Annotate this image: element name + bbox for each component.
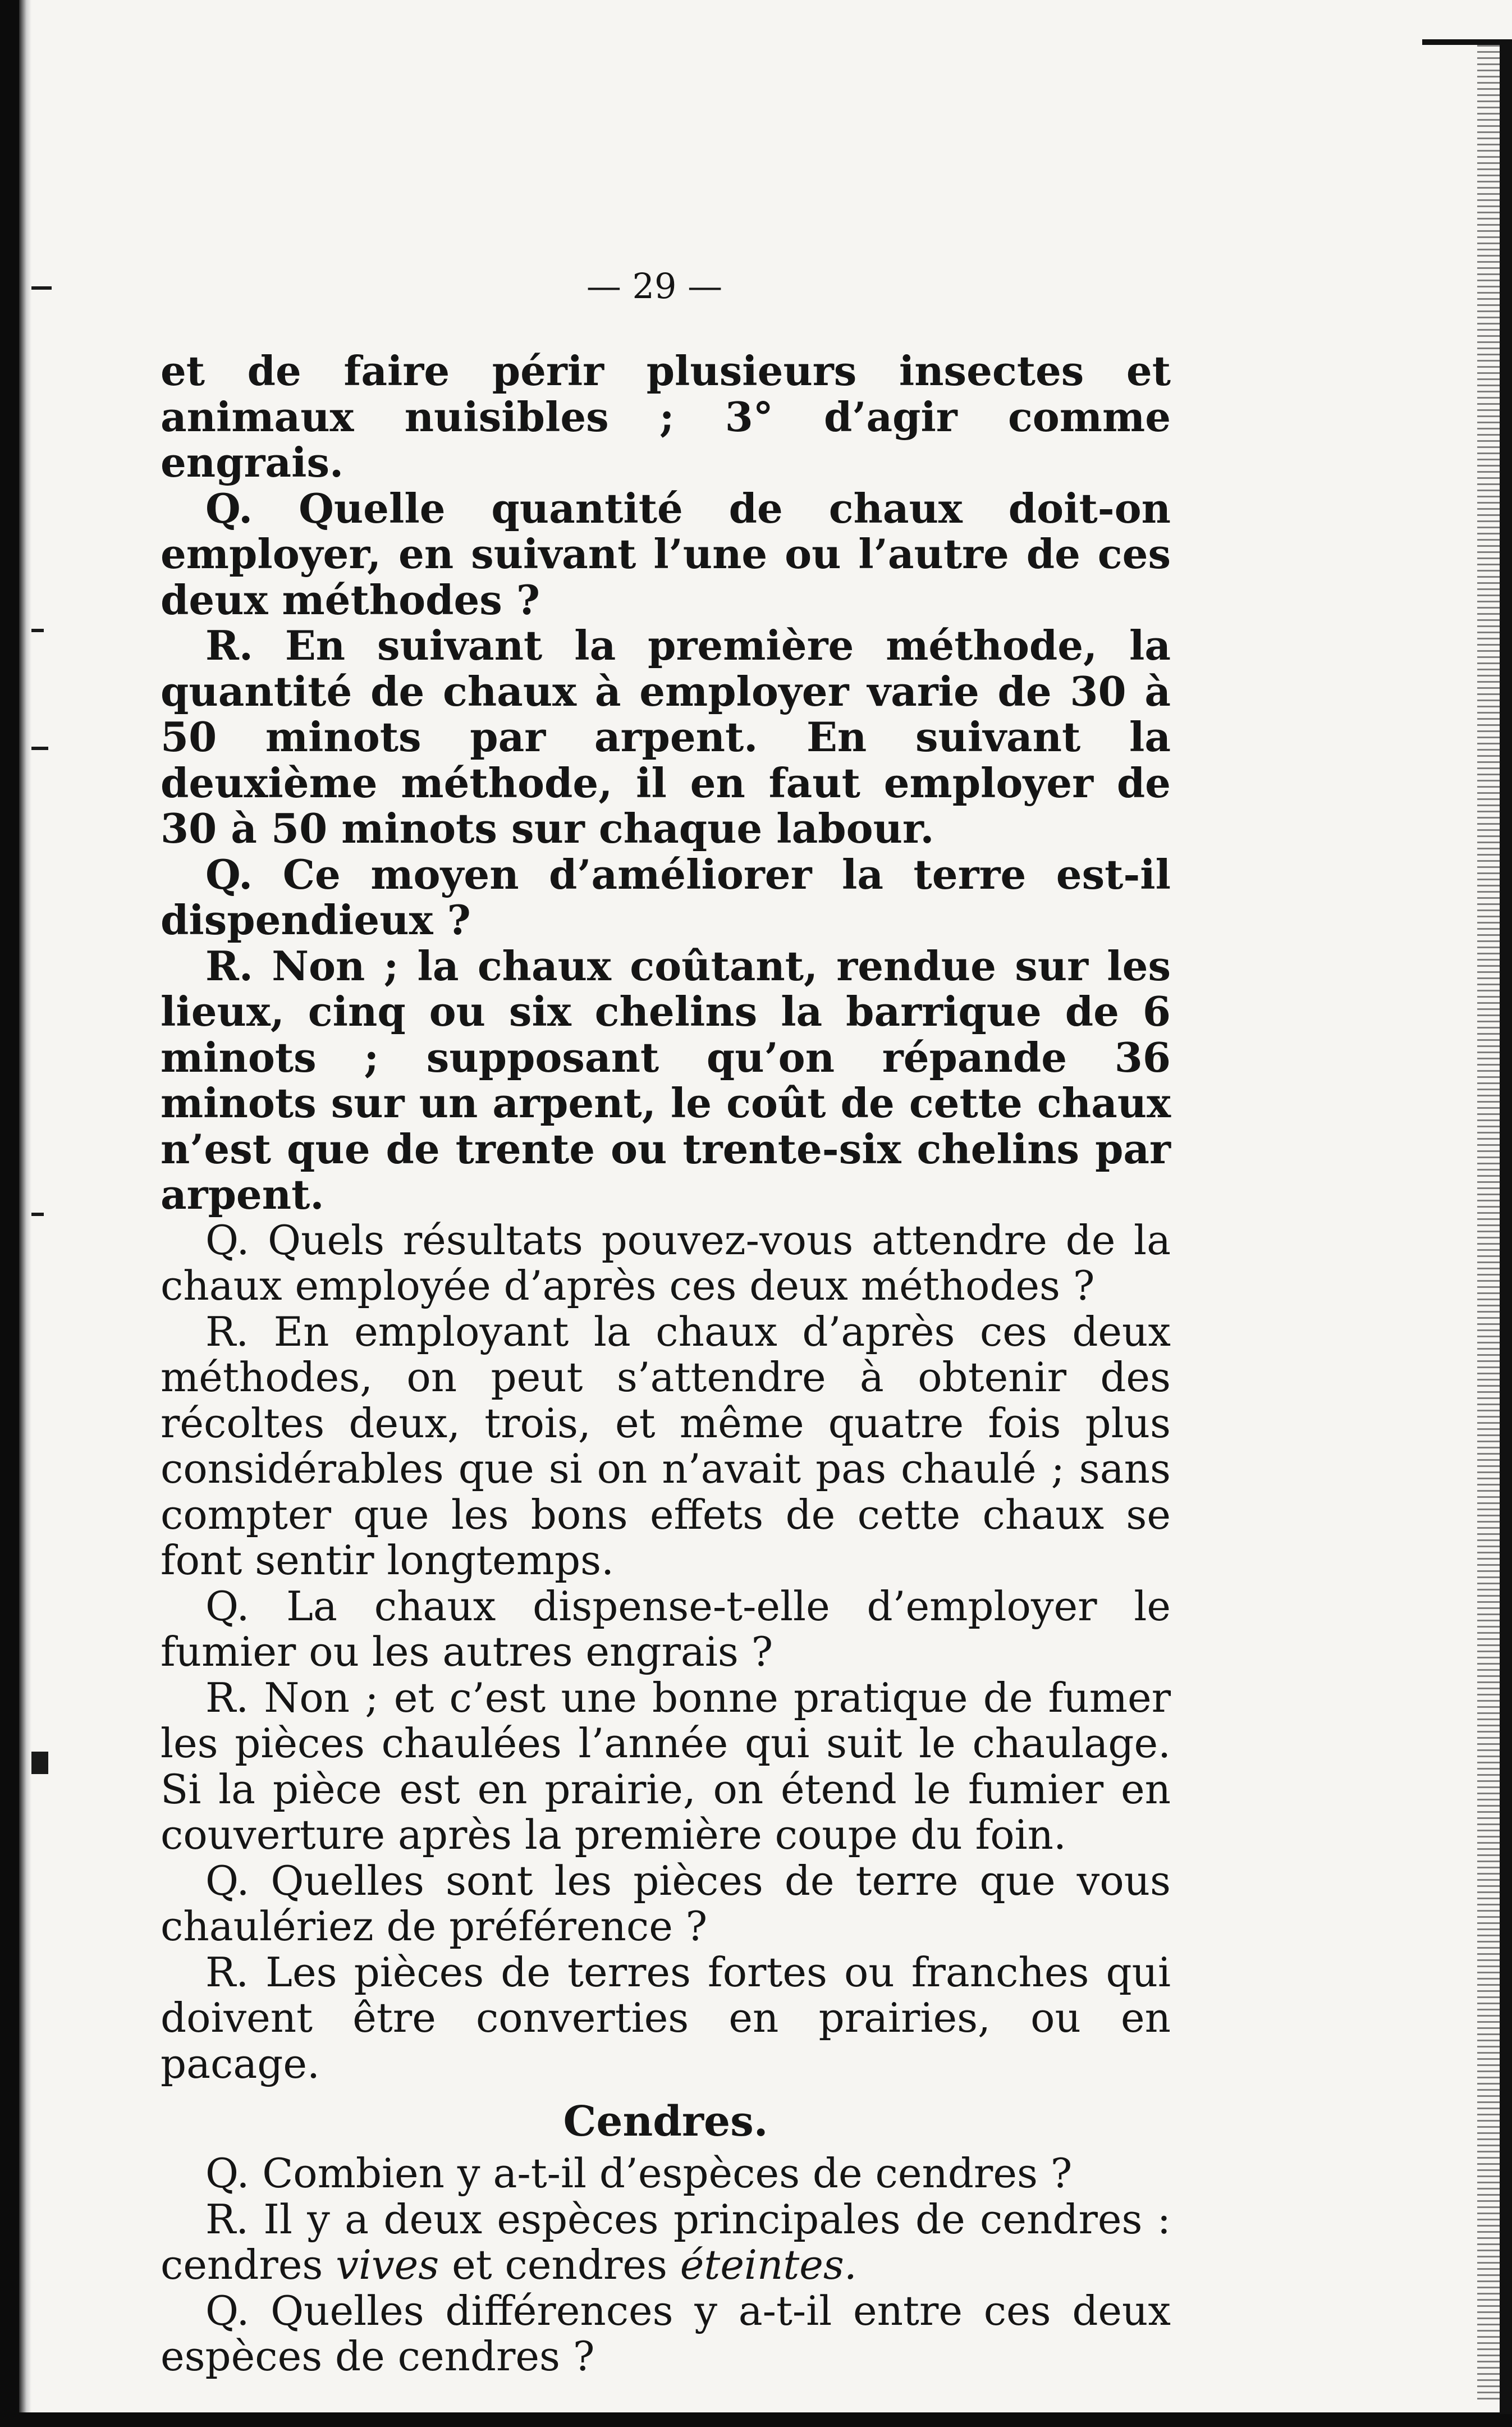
paragraph: et de faire périr plusieurs insectes et animaux nuisibles ; 3° d’agir comme engrais. bbox=[161, 347, 1171, 486]
question-paragraph: Q. Quelle quantité de chaux doit-on employer, en suivant l’une ou l’autre de ces deux méthodes ? bbox=[161, 484, 1171, 624]
page-number: — 29 — bbox=[586, 266, 723, 307]
answer-paragraph: R. Non ; la chaux coûtant, rendue sur les lieux, cinq ou six chelins la barrique de 6 minots ; supposant qu’on répande 36 minots sur un arpent, le coût de cette chaux n’est que de trente ou trente-six chelins par arpent. bbox=[161, 941, 1171, 1218]
answer-text: et cendres bbox=[439, 2241, 680, 2288]
scan-edge-bottom bbox=[0, 2412, 1512, 2427]
spine-mark bbox=[31, 747, 48, 750]
spine-mark bbox=[31, 629, 44, 632]
question-paragraph: Q. Quelles différences y a-t-il entre ces deux espèces de cendres ? bbox=[161, 2287, 1171, 2380]
scan-edge-top-right bbox=[1422, 39, 1512, 45]
section-heading: Cendres. bbox=[563, 2097, 768, 2146]
question-paragraph: Q. Quelles sont les pièces de terre que vous chaulériez de préférence ? bbox=[161, 1857, 1171, 1950]
answer-paragraph: R. Les pièces de terres fortes ou franches qui doivent être converties en prairies, ou en pacage. bbox=[161, 1948, 1171, 2087]
answer-text: R. Il y a deux espèces principales de cendres : cendres bbox=[161, 2195, 1171, 2288]
answer-paragraph bbox=[161, 2197, 1171, 2288]
italic-term: vives bbox=[336, 2241, 439, 2288]
question-paragraph: Q. La chaux dispense-t-elle d’employer le fumier ou les autres engrais ? bbox=[161, 1582, 1171, 1675]
scan-edge-right bbox=[1500, 39, 1512, 2414]
scan-edge-right-noise bbox=[1477, 45, 1500, 2403]
scan-edge-shadow bbox=[19, 0, 31, 2427]
italic-term: éteintes. bbox=[680, 2241, 857, 2288]
spine-marks bbox=[31, 0, 54, 2427]
answer-paragraph: R. En employant la chaux d’après ces deux méthodes, on peut s’attendre à obtenir des récoltes deux, trois, et même quatre fois plus considérables que si on n’avait pas chaulé ; sans compter que les bons effets de cette chaux se font sentir longtemps. bbox=[161, 1308, 1171, 1584]
spine-mark bbox=[31, 1752, 48, 1774]
spine-mark bbox=[31, 1213, 44, 1216]
answer-paragraph: R. En suivant la première méthode, la quantité de chaux à employer varie de 30 à 50 minots par arpent. En suivant la deuxième méthode, il en faut employer de 30 à 50 minots sur chaque labour. bbox=[161, 621, 1171, 852]
answer-paragraph: R. Non ; et c’est une bonne pratique de fumer les pièces chaulées l’année qui suit le chaulage. Si la pièce est en prairie, on étend le fumier en couverture après la première coupe du foin. bbox=[161, 1674, 1171, 1858]
scan-edge-left bbox=[0, 0, 19, 2427]
question-paragraph: Q. Ce moyen d’améliorer la terre est-il dispendieux ? bbox=[161, 850, 1171, 944]
book-page bbox=[161, 264, 1171, 2380]
question-paragraph: Q. Combien y a-t-il d’espèces de cendres ? bbox=[205, 2150, 1073, 2197]
page-body bbox=[161, 348, 1171, 2380]
spine-mark bbox=[31, 286, 52, 290]
question-paragraph: Q. Quels résultats pouvez-vous attendre de la chaux employée d’après ces deux méthodes ? bbox=[161, 1216, 1171, 1309]
